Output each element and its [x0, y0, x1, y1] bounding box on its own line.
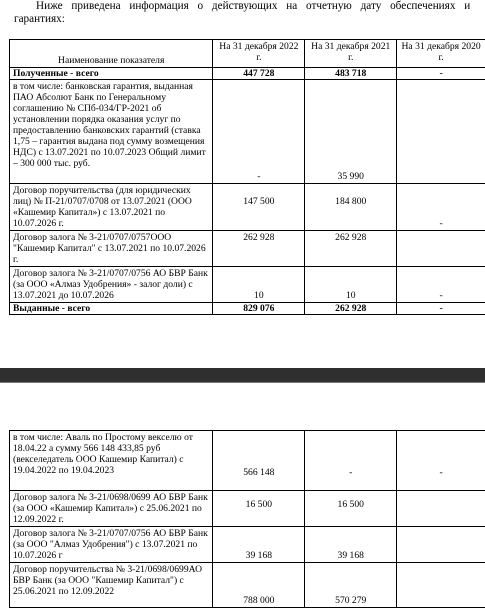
row-text: Договор поручительства № 3-21/0698/0699АО БВР Банк (за ООО "Кашемир Капитал") с 25.06.2021 по 12.09.2022 [10, 563, 213, 608]
row-2021: 35 990 [305, 80, 397, 184]
received-total-row [10, 68, 485, 80]
page-break-band [0, 368, 485, 382]
table-row [10, 267, 485, 303]
received-2022: 447 728 [213, 68, 305, 80]
issued-2022: 829 076 [213, 303, 305, 315]
row-2020 [397, 527, 485, 563]
issued-total-row [10, 303, 485, 315]
row-text: Договор поручительства (для юридических лиц) № П-21/0707/0708 от 13.07.2021 (ООО «Кашемир Капитал») с 13.07.2021 по 10.07.2026 г. [10, 184, 213, 231]
header-2020: На 31 декабря 2020 г. [397, 40, 485, 68]
intro-text [14, 0, 485, 26]
row-2020 [397, 563, 485, 608]
row-2022: 788 000 [213, 563, 305, 608]
intro-line-1: Ниже приведена информация о действующих на отчетную дату обеспечениях и [36, 0, 471, 12]
received-2021: 483 718 [305, 68, 397, 80]
row-2022: 566 148 [213, 431, 305, 491]
row-2021: 16 500 [305, 491, 397, 527]
guarantees-table [9, 39, 485, 315]
row-2020: - [397, 267, 485, 303]
issued-2020: - [397, 303, 485, 315]
row-text: в том числе: банковская гарантия, выданная ПАО Абсолют Банк по Генеральному соглашению № СПб-034/ГР-2021 об установлении порядка оказания услуг по предоставлению банковских гарантий (ставка 1,75 – гарантия выдана под сумму возмещения НДС) с 13.07.2021 по 10.07.2023 Общий лимит – 300 000 тыс. руб. [10, 80, 213, 184]
header-name: Наименование показателя [10, 40, 213, 68]
guarantees-table-continued [9, 430, 485, 608]
table-row [10, 563, 485, 608]
table-header-row [10, 40, 485, 68]
header-2021: На 31 декабря 2021 г. [305, 40, 397, 68]
received-2020: - [397, 68, 485, 80]
issued-2021: 262 928 [305, 303, 397, 315]
row-text: Договор залога № 3-21/0707/0756 АО БВР Банк (за ООО «Алмаз Удобрения» - залог доли) с 13.07.2021 до 10.07.2026 [10, 267, 213, 303]
row-2020 [397, 231, 485, 267]
row-2021: 570 279 [305, 563, 397, 608]
row-2020 [397, 80, 485, 184]
table-row [10, 431, 485, 491]
row-text: Договор залога № 3-21/0707/0757ООО "Кашемир Капитал" с 13.07.2021 по 10.07.2026 г. [10, 231, 213, 267]
row-2020: - [397, 184, 485, 231]
row-2021: 262 928 [305, 231, 397, 267]
table-row [10, 491, 485, 527]
row-2022: 39 168 [213, 527, 305, 563]
row-2022: - [213, 80, 305, 184]
row-2021: - [305, 431, 397, 491]
table-row [10, 527, 485, 563]
table-row [10, 80, 485, 184]
intro-line-2: гарантиях: [14, 13, 65, 25]
row-text: Договор залога № 3-21/0707/0756 АО БВР Банк (за ООО "Алмаз Удобрения") с 13.07.2021 по 10.07.2026 г [10, 527, 213, 563]
row-2022: 16 500 [213, 491, 305, 527]
page-break-edge [0, 382, 485, 383]
row-2022: 147 500 [213, 184, 305, 231]
row-2021: 184 800 [305, 184, 397, 231]
row-2022: 262 928 [213, 231, 305, 267]
row-text: Договор залога № 3-21/0698/0699 АО БВР Банк (за ООО «Кашемир Капитал») с 25.06.2021 по 12.09.2022 г. [10, 491, 213, 527]
row-2021: 10 [305, 267, 397, 303]
row-text: в том числе: Аваль по Простому векселю от 18.04.22 а сумму 566 148 433,85 руб (векселедатель ООО Кашемир Капитал) с 19.04.2022 по 19.04.2023 [10, 431, 213, 491]
table-row [10, 231, 485, 267]
row-2020 [397, 491, 485, 527]
row-2021: 39 168 [305, 527, 397, 563]
header-2022: На 31 декабря 2022 г. [213, 40, 305, 68]
received-label: Полученные - всего [10, 68, 213, 80]
row-2020: - [397, 431, 485, 491]
table-row [10, 184, 485, 231]
row-2022: 10 [213, 267, 305, 303]
issued-label: Выданные - всего [10, 303, 213, 315]
